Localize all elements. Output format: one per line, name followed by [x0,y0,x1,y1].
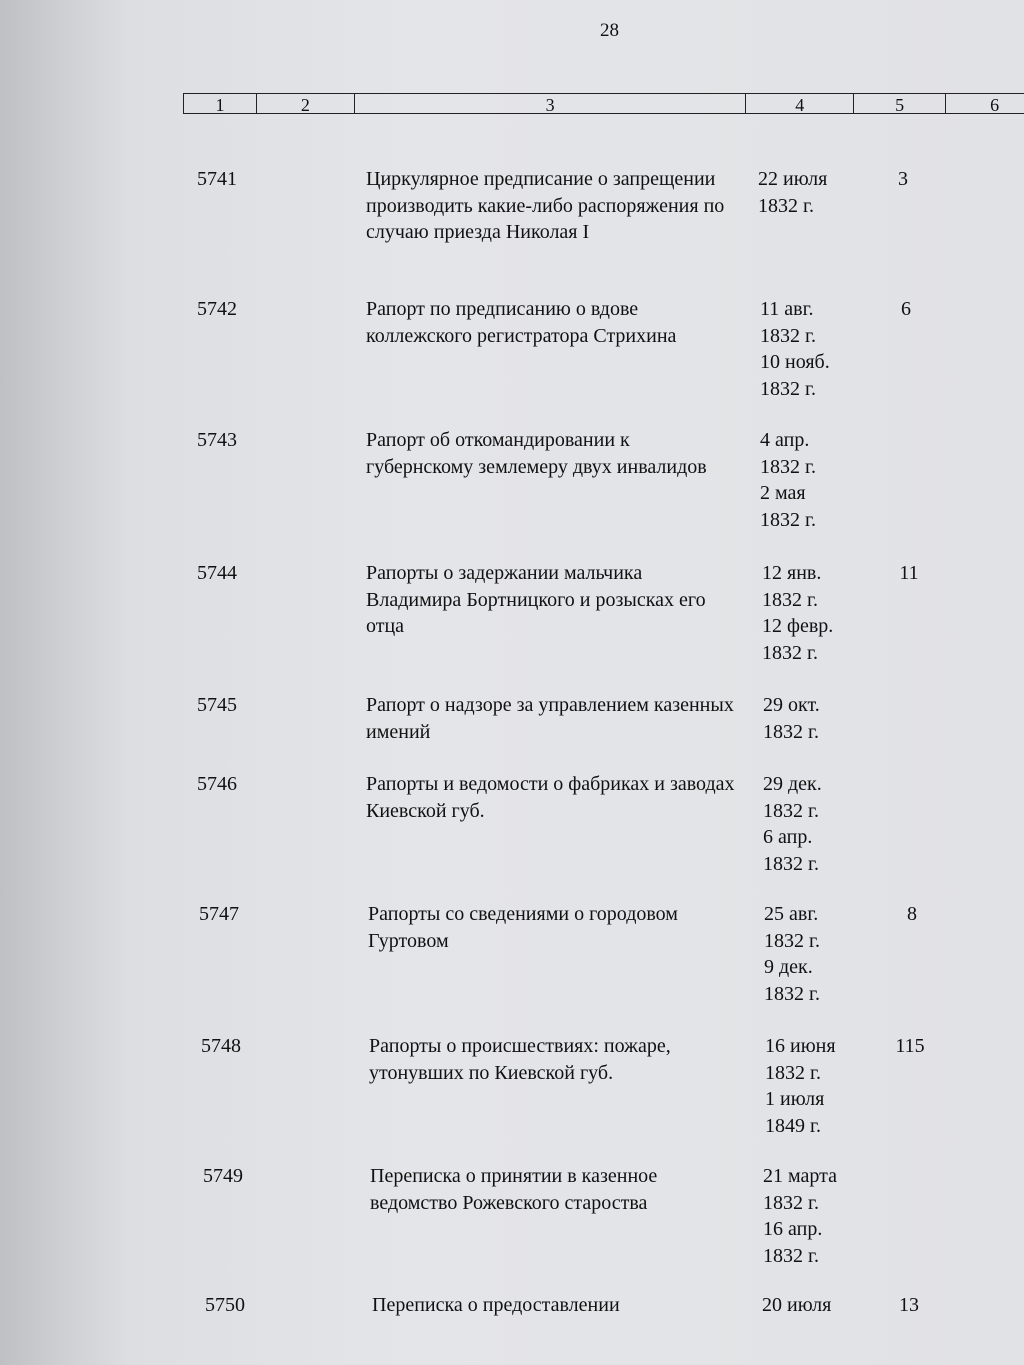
entry-number: 5746 [197,773,237,795]
entry-date-line: 2 мая [760,482,806,504]
entry-date-line: 1832 г. [762,641,818,664]
entry-number: 5749 [203,1165,243,1187]
entry-date-line: 1832 г. [763,720,819,743]
entry-date-line: 1832 г. [765,1061,821,1084]
entry-dates [763,771,873,877]
entry-number: 5750 [205,1294,245,1316]
entry-number: 5742 [197,298,237,320]
entry-date-line: 20 июля [762,1294,832,1316]
column-header-1: 1 [184,94,257,113]
entry-date-line: 1832 г. [762,588,818,611]
entry-dates [763,692,873,745]
entry-title: Рапорт об откомандировании к губернскому землемеру двух инвалидов [366,429,707,478]
entry-sheets: 13 [899,1294,919,1316]
entry-sheets: 3 [898,168,908,190]
entry-dates [765,1033,875,1139]
entry-date-line: 1849 г. [765,1114,821,1137]
entry-number: 5741 [197,168,237,190]
entry-date-line: 21 марта [763,1165,837,1187]
entry-sheets: 11 [899,562,919,584]
entry-title: Рапорты и ведомости о фабриках и заводах Киевской губ. [366,773,735,822]
entry-date-line: 9 дек. [764,956,813,978]
entry-sheets: 6 [901,298,911,320]
entry-date-line: 25 авг. [764,903,819,925]
entry-date-line: 4 апр. [760,429,810,451]
entry-date-line: 1832 г. [760,508,816,531]
entry-date-line: 1832 г. [764,929,820,952]
entry-number: 5744 [197,562,237,584]
entry-dates [762,560,872,666]
page-number: 28 [600,20,619,41]
entry-dates [760,427,870,533]
entry-number: 5748 [201,1035,241,1057]
entry-title: Рапорты со сведениями о городовом Гуртовом [368,903,678,952]
entry-title: Рапорт о надзоре за управлением казенных имений [366,694,734,743]
entry-date-line: 12 янв. [762,562,822,584]
entry-date-line: 1 июля [765,1088,825,1110]
entry-dates [762,1292,872,1319]
entry-dates [758,166,868,219]
entry-date-line: 11 авг. [760,298,814,320]
entry-date-line: 29 дек. [763,773,822,795]
entry-date-line: 16 июня [765,1035,836,1057]
entry-date-line: 16 апр. [763,1218,823,1240]
column-header-row [183,93,1024,114]
entry-title: Переписка о предоставлении [372,1294,620,1316]
entry-date-line: 1832 г. [763,799,819,822]
entry-date-line: 6 апр. [763,826,813,848]
entry-date-line: 1832 г. [764,982,820,1005]
entry-sheets: 8 [907,903,917,925]
entry-dates [760,296,870,402]
column-header-3: 3 [355,94,747,113]
book-gutter [0,0,130,1365]
entry-date-line: 1832 г. [758,194,814,217]
entry-sheets: 115 [895,1035,925,1057]
entry-date-line: 1832 г. [763,852,819,875]
entry-dates [764,901,874,1007]
entry-number: 5745 [197,694,237,716]
entry-date-line: 12 февр. [762,615,834,637]
entry-title: Циркулярное предписание о запрещении производить какие-либо распоряжения по случаю приезда Николая I [366,168,725,243]
column-header-2: 2 [257,94,355,113]
entry-date-line: 1832 г. [760,377,816,400]
entry-title: Рапорт по предписанию о вдове коллежского регистратора Стрихина [366,298,677,347]
entry-date-line: 1832 г. [763,1244,819,1267]
entry-date-line: 1832 г. [760,324,816,347]
entry-date-line: 1832 г. [763,1191,819,1214]
entry-number: 5743 [197,429,237,451]
entry-title: Рапорты о происшествиях: пожаре, утонувших по Киевской губ. [369,1035,671,1084]
entry-number: 5747 [199,903,239,925]
entry-date-line: 10 нояб. [760,351,830,373]
column-header-6: 6 [990,95,1000,115]
entry-title: Рапорты о задержании мальчика Владимира Бортницкого и розысках его отца [366,562,706,637]
column-header-5: 5 [854,94,946,113]
column-header-4: 4 [746,94,854,113]
entry-dates [763,1163,873,1269]
entry-title: Переписка о принятии в казенное ведомство Рожевского староства [370,1165,658,1214]
entry-date-line: 29 окт. [763,694,820,716]
entry-date-line: 22 июля [758,168,828,190]
entry-date-line: 1832 г. [760,455,816,478]
